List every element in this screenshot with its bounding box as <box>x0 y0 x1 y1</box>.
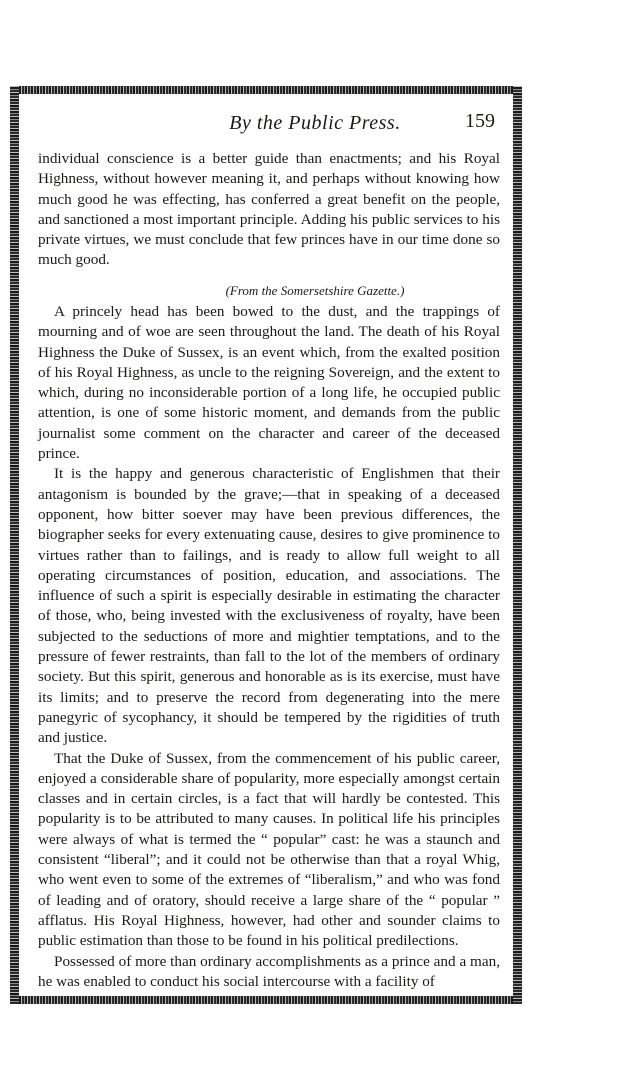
border-bottom <box>10 996 522 1004</box>
article-body <box>38 302 500 992</box>
body-paragraph: A princely head has been bowed to the dust, and the trappings of mourning and of woe are seen throughout the land. The death of his Royal Highness the Duke of Sussex, is an event which, from the exalted position of his Royal Highness, as uncle to the reigning Sovereign, and the extent to which, during no inconsiderable portion of a long life, he occupied public attention, is one of some historic moment, and demands from the public journalist some comment on the character and career of the deceased prince. <box>38 303 500 463</box>
body-paragraph: That the Duke of Sussex, from the commencement of his public career, enjoyed a considerable share of popularity, more especially amongst certain classes and in certain circles, is a fact that will hardly be contested. This popularity is to be attributed to many causes. In political life his principles were always of what is termed the “ popular” cast: he was a staunch and consistent “liberal”; and it could not be otherwise than that a royal Whig, who went even to some of the extremes of “liberalism,” and who was fond of leading and of oratory, should receive a large share of the “ popular ” afflatus. His Royal Highness, however, had other and sounder claims to public estimation than those to be found in his political predilections. <box>38 749 500 950</box>
page-header <box>0 112 630 138</box>
page-number: 159 <box>465 110 495 132</box>
opening-text-block <box>38 149 500 271</box>
border-top <box>10 86 522 94</box>
source-attribution: (From the Somersetshire Gazette.) <box>225 283 405 298</box>
running-title: By the Public Press. <box>229 112 401 134</box>
opening-paragraph: individual conscience is a better guide than enactments; and his Royal Highness, without however meaning it, and perhaps without knowing how much good he was effecting, has conferred a great benefit on the people, and sanctioned a most important principle. Adding his public services to his private virtues, we must conclude that few princes have in our time done so much good. <box>38 150 500 269</box>
body-paragraph: Possessed of more than ordinary accomplishments as a prince and a man, he was enabled to conduct his social intercourse with a facility of <box>38 952 500 990</box>
border-right <box>513 86 522 1004</box>
body-paragraph: It is the happy and generous characteristic of Englishmen that their antagonism is bounded by the grave;—that in speaking of a deceased opponent, how bitter soever may have been previous differences, the biographer seeks for every extenuating cause, desires to give prominence to virtues rather than to failings, and is ready to allow full weight to all operating circumstances of position, education, and associations. The influence of such a spirit is especially desirable in estimating the character of those, who, being invested with the exclusiveness of royalty, have been subjected to the seductions of more and mightier temptations, and to the pressure of fewer restraints, than fall to the lot of the members of ordinary society. But this spirit, generous and honorable as is its exercise, must have its limits; and to preserve the record from degenerating into the mere panegyric of sycophancy, it should be tempered by the rigidities of truth and justice. <box>38 465 500 747</box>
border-left <box>10 86 19 1004</box>
